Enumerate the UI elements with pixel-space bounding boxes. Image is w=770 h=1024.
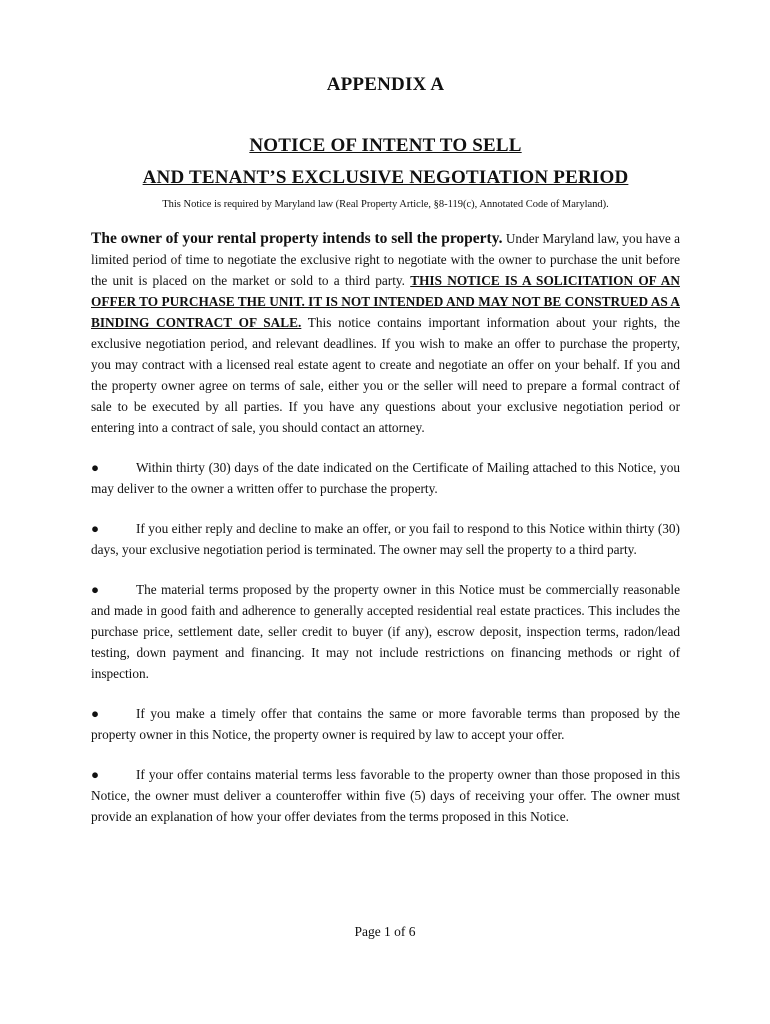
bullet-icon: ● [91, 767, 100, 782]
bullet-item [91, 518, 680, 560]
bullet-item [91, 764, 680, 827]
bullet-icon: ● [91, 706, 100, 721]
bullet-item [91, 457, 680, 499]
bullet-text: Within thirty (30) days of the date indicated on the Certificate of Mailing attached to this Notice, you may deliver to the owner a written offer to purchase the property. [91, 460, 680, 496]
bullet-item [91, 703, 680, 745]
bullet-text: If your offer contains material terms less favorable to the property owner than those proposed in this Notice, the owner must deliver a counteroffer within five (5) days of receiving your offer. The owner must provide an explanation of how your offer deviates from the terms proposed in this Notice. [91, 767, 680, 824]
appendix-heading: APPENDIX A [326, 74, 445, 95]
notice-title-line-1: NOTICE OF INTENT TO SELL [249, 135, 522, 156]
intro-text-part-2: This notice contains important information about your rights, the exclusive negotiation period, and relevant deadlines. If you wish to make an offer to purchase the property, you may contract with a licensed real estate agent to create and negotiate an offer on your behalf. If you and the property owner agree on terms of sale, either you or the seller will need to prepare a formal contract of sale to be executed by all parties. If you have any questions about your exclusive negotiation period or entering into a contract of sale, you should contact an attorney. [91, 315, 680, 435]
bullet-icon: ● [91, 521, 100, 536]
bullet-text: If you either reply and decline to make an offer, or you fail to respond to this Notice within thirty (30) days, your exclusive negotiation period is terminated. The owner may sell the property to a third party. [91, 521, 680, 557]
intro-text-part-1: Under Maryland law, you have a limited period of time to negotiate the exclusive right to negotiate with the owner to purchase the unit before the unit is placed on the market or sold to a third party. [91, 231, 680, 288]
bullet-text: If you make a timely offer that contains the same or more favorable terms than proposed by the property owner in this Notice, the property owner is required by law to accept your offer. [91, 706, 680, 742]
statute-note: This Notice is required by Maryland law (Real Property Article, §8-119(c), Annotated Code of Maryland). [162, 199, 609, 210]
bullet-item [91, 579, 680, 684]
intro-paragraph [91, 228, 680, 438]
intro-lead-sentence: The owner of your rental property intends to sell the property. [91, 230, 503, 247]
page-number: Page 1 of 6 [354, 924, 416, 939]
bullet-text: The material terms proposed by the property owner in this Notice must be commercially reasonable and made in good faith and adherence to generally accepted residential real estate practices. This includes the purchase price, settlement date, seller credit to buyer (if any), escrow deposit, inspection terms, radon/lead testing, down payment and financing. It may not include restrictions on financing methods or right of inspection. [91, 582, 680, 681]
solicitation-disclaimer: THIS NOTICE IS A SOLICITATION OF AN OFFER TO PURCHASE THE UNIT. IT IS NOT INTENDED AND MAY NOT BE CONSTRUED AS A BINDING CONTRACT OF SALE. [91, 273, 680, 330]
bullet-icon: ● [91, 460, 100, 475]
bullet-icon: ● [91, 582, 100, 597]
notice-title-line-2: AND TENANT’S EXCLUSIVE NEGOTIATION PERIOD [142, 167, 629, 188]
document-body [91, 70, 680, 827]
